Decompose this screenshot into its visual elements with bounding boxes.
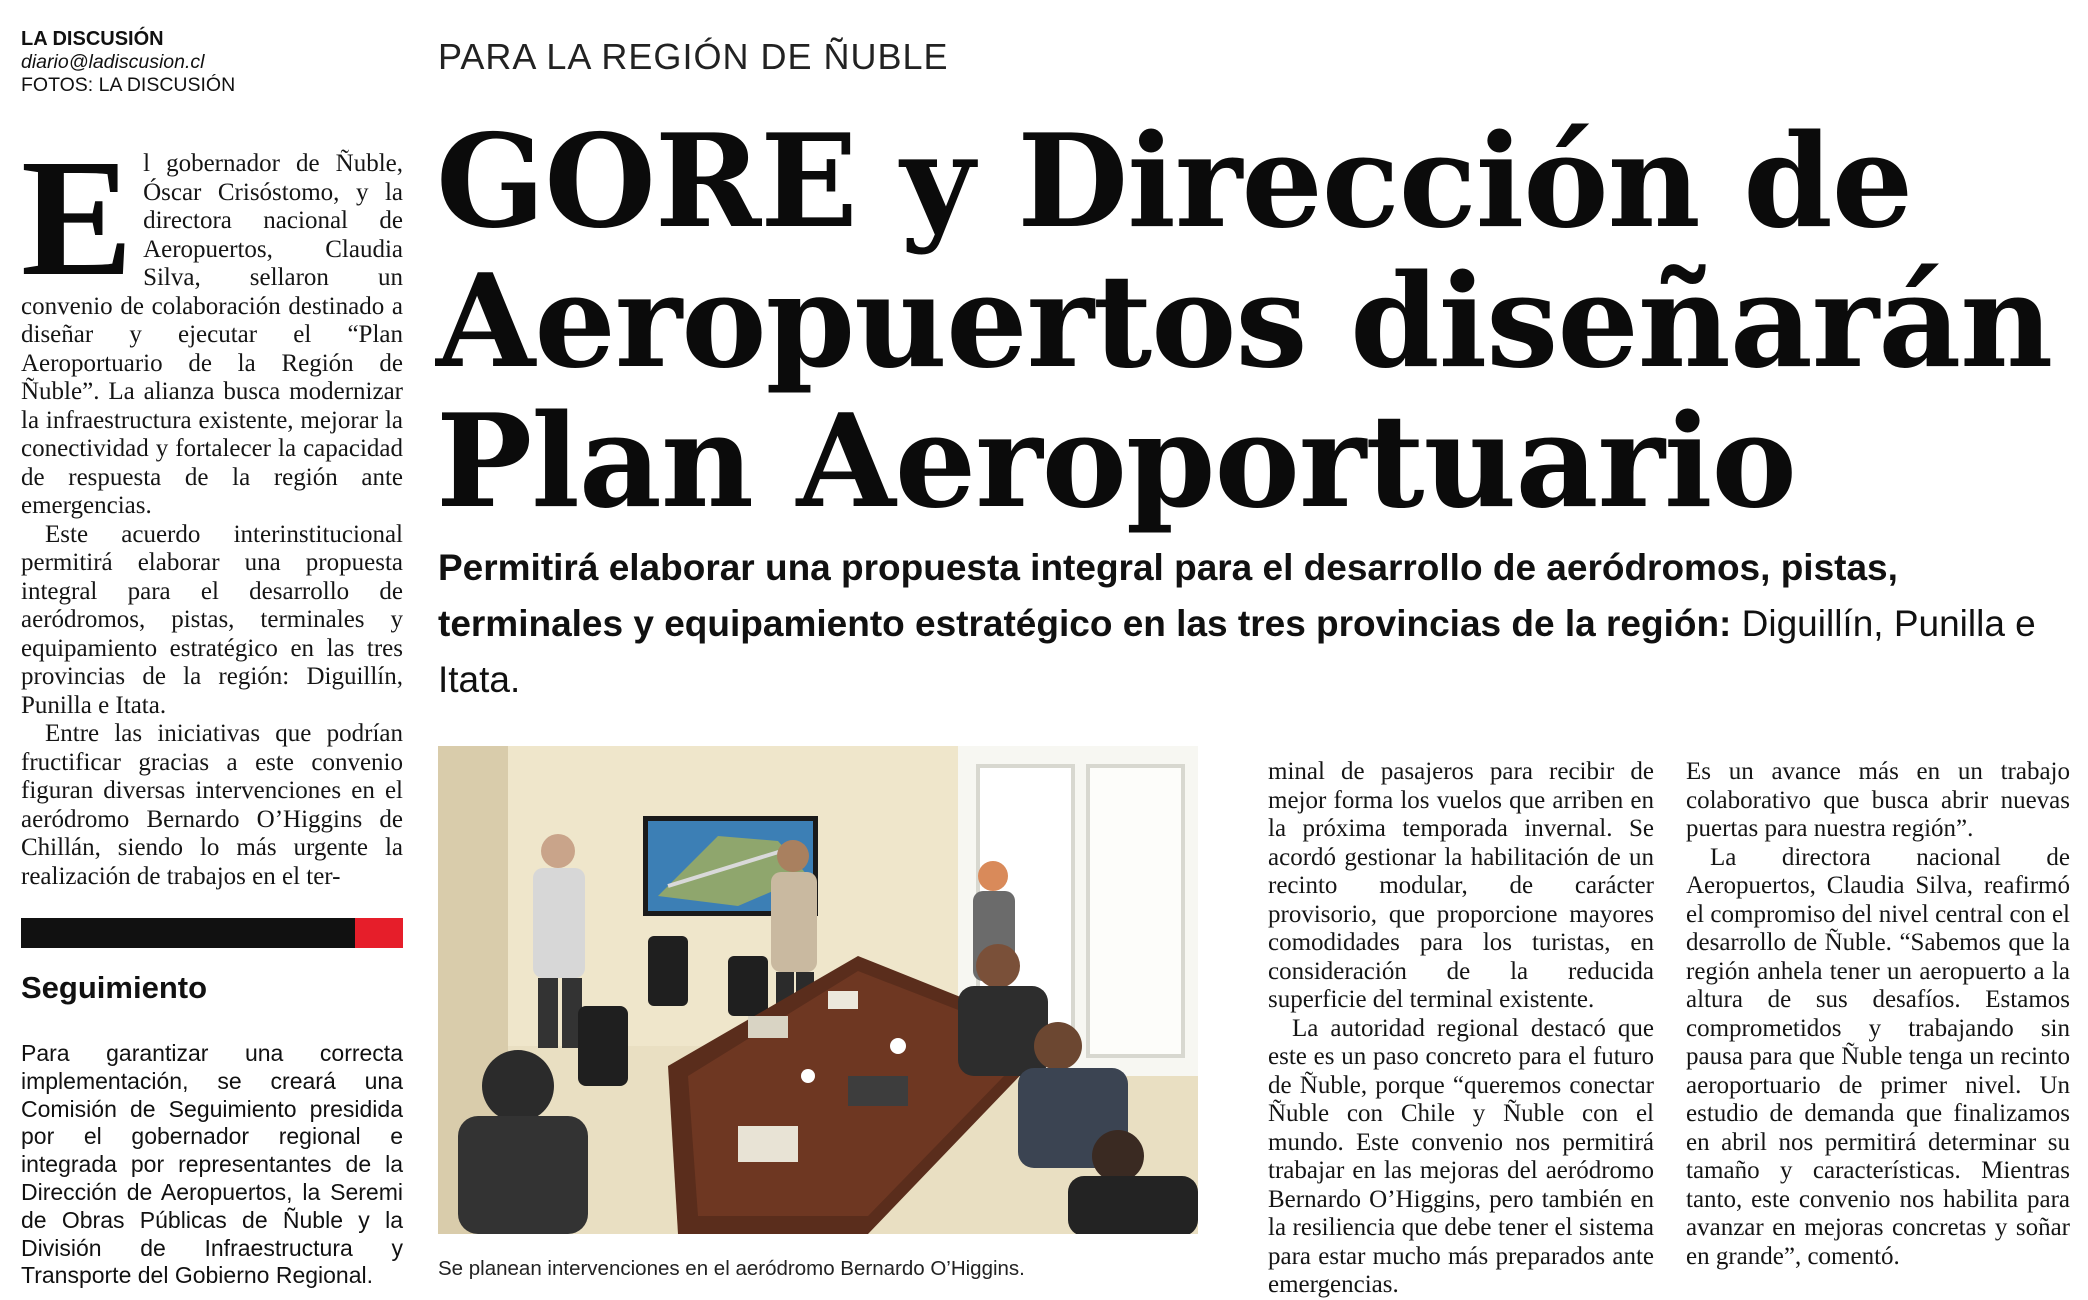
sidebar-text: Para garantizar una correcta implementación, se creará una Comisión de Seguimiento presidida por el gobernador regional e integrada por representantes de la Dirección de Aeropuertos, la Seremi de Obras Públicas de Ñuble y la División de Infraestructura y Transporte del Gobierno Regional. [21, 1040, 403, 1289]
body-paragraph: La autoridad regional destacó que este es un paso concreto para el futuro de Ñuble, porque “queremos conectar Ñuble con Chile y Ñuble con el mundo. Este convenio nos permitirá trabajar en las mejoras del aeródromo Bernardo O’Higgins, pero también en la resiliencia que debe tener el sistema para estar mucho más preparados ante emergencias. [1268, 1014, 1654, 1298]
body-paragraph: Este acuerdo interinstitucional permitirá elaborar una propuesta integral para el desarrollo de aeródromos, pistas, terminales y equipamiento estratégico en las tres provincias de la región: Diguillín, Punilla e Itata. [21, 520, 403, 719]
body-column-4 [1686, 758, 2070, 1271]
body-paragraph: La directora nacional de Aeropuertos, Claudia Silva, reafirmó el compromiso del nivel central con el desarrollo de Ñuble. “Sabemos que la región anhela tener un aeropuerto a la altura de sus desafíos. Estamos comprometidos y trabajando sin pausa para que Ñuble tenga un recinto aeroportuario de primer nivel. Un estudio de demanda que finalizamos en abril nos permitirá determinar su tamaño y características. Mientras tanto, este convenio nos habilita para avanzar en mejoras concretas y soñar en grande”, comentó. [1686, 843, 2070, 1270]
body-column-3 [1268, 758, 1654, 1300]
section-rule-bar [21, 918, 403, 948]
body-paragraph: Es un avance más en un trabajo colaborativo que busca abrir nuevas puertas para nuestra región”. [1686, 758, 2070, 842]
photo-caption: Se planean intervenciones en el aeródromo Bernardo O’Higgins. [438, 1257, 1025, 1280]
sidebar-title: Seguimiento [21, 970, 208, 1005]
headline-line-3: Plan Aeroportuario [436, 387, 1796, 537]
drop-cap: E [21, 125, 134, 311]
deck [438, 540, 2058, 708]
headline [436, 107, 2056, 537]
body-paragraph: minal de pasajeros para recibir de mejor forma los vuelos que arriben en la próxima temporada invernal. Se acordó gestionar la habilitación de un recinto modular, de carácter provisorio, que proporcione mayores comodidades para los turistas, en consideración de la reducida superficie del terminal existente. [1268, 758, 1654, 1013]
contact-email[interactable]: diario@ladiscusion.cl [21, 51, 205, 73]
body-paragraph: l gobernador de Ñuble, Óscar Crisóstomo, y la directora nacional de Aeropuertos, Claudia Silva, sellaron un convenio de colaboración destinado a diseñar y ejecutar el “Plan Aeroportuario de la Región de Ñuble”. La alianza busca modernizar la infraestructura existente, mejorar la conectividad y fortalecer la capacidad de respuesta de la región ante emergencias. [21, 150, 403, 519]
deck-regular: Diguillín, Punilla e Itata. [438, 603, 2036, 700]
rule-accent-red [355, 918, 403, 948]
body-column-1 [21, 125, 403, 891]
photo-credit: FOTOS: LA DISCUSIÓN [21, 74, 236, 96]
headline-line-2: Aeropuertos diseñarán [436, 247, 2053, 397]
article-photo [438, 746, 1198, 1234]
deck-bold: Permitirá elaborar una propuesta integral para el desarrollo de aeródromos, pistas, terminales y equipamiento estratégico en las tres provincias de la región: [438, 547, 1898, 644]
kicker: PARA LA REGIÓN DE ÑUBLE [438, 36, 949, 77]
headline-line-1: GORE y Dirección de [436, 107, 1913, 257]
body-paragraph: Entre las iniciativas que podrían fructificar gracias a este convenio figuran diversas intervenciones en el aeródromo Bernardo O’Higgins de Chillán, siendo lo más urgente la realización de trabajos en el ter- [21, 720, 403, 890]
byline [21, 28, 401, 97]
newspaper-name: LA DISCUSIÓN [21, 28, 164, 50]
